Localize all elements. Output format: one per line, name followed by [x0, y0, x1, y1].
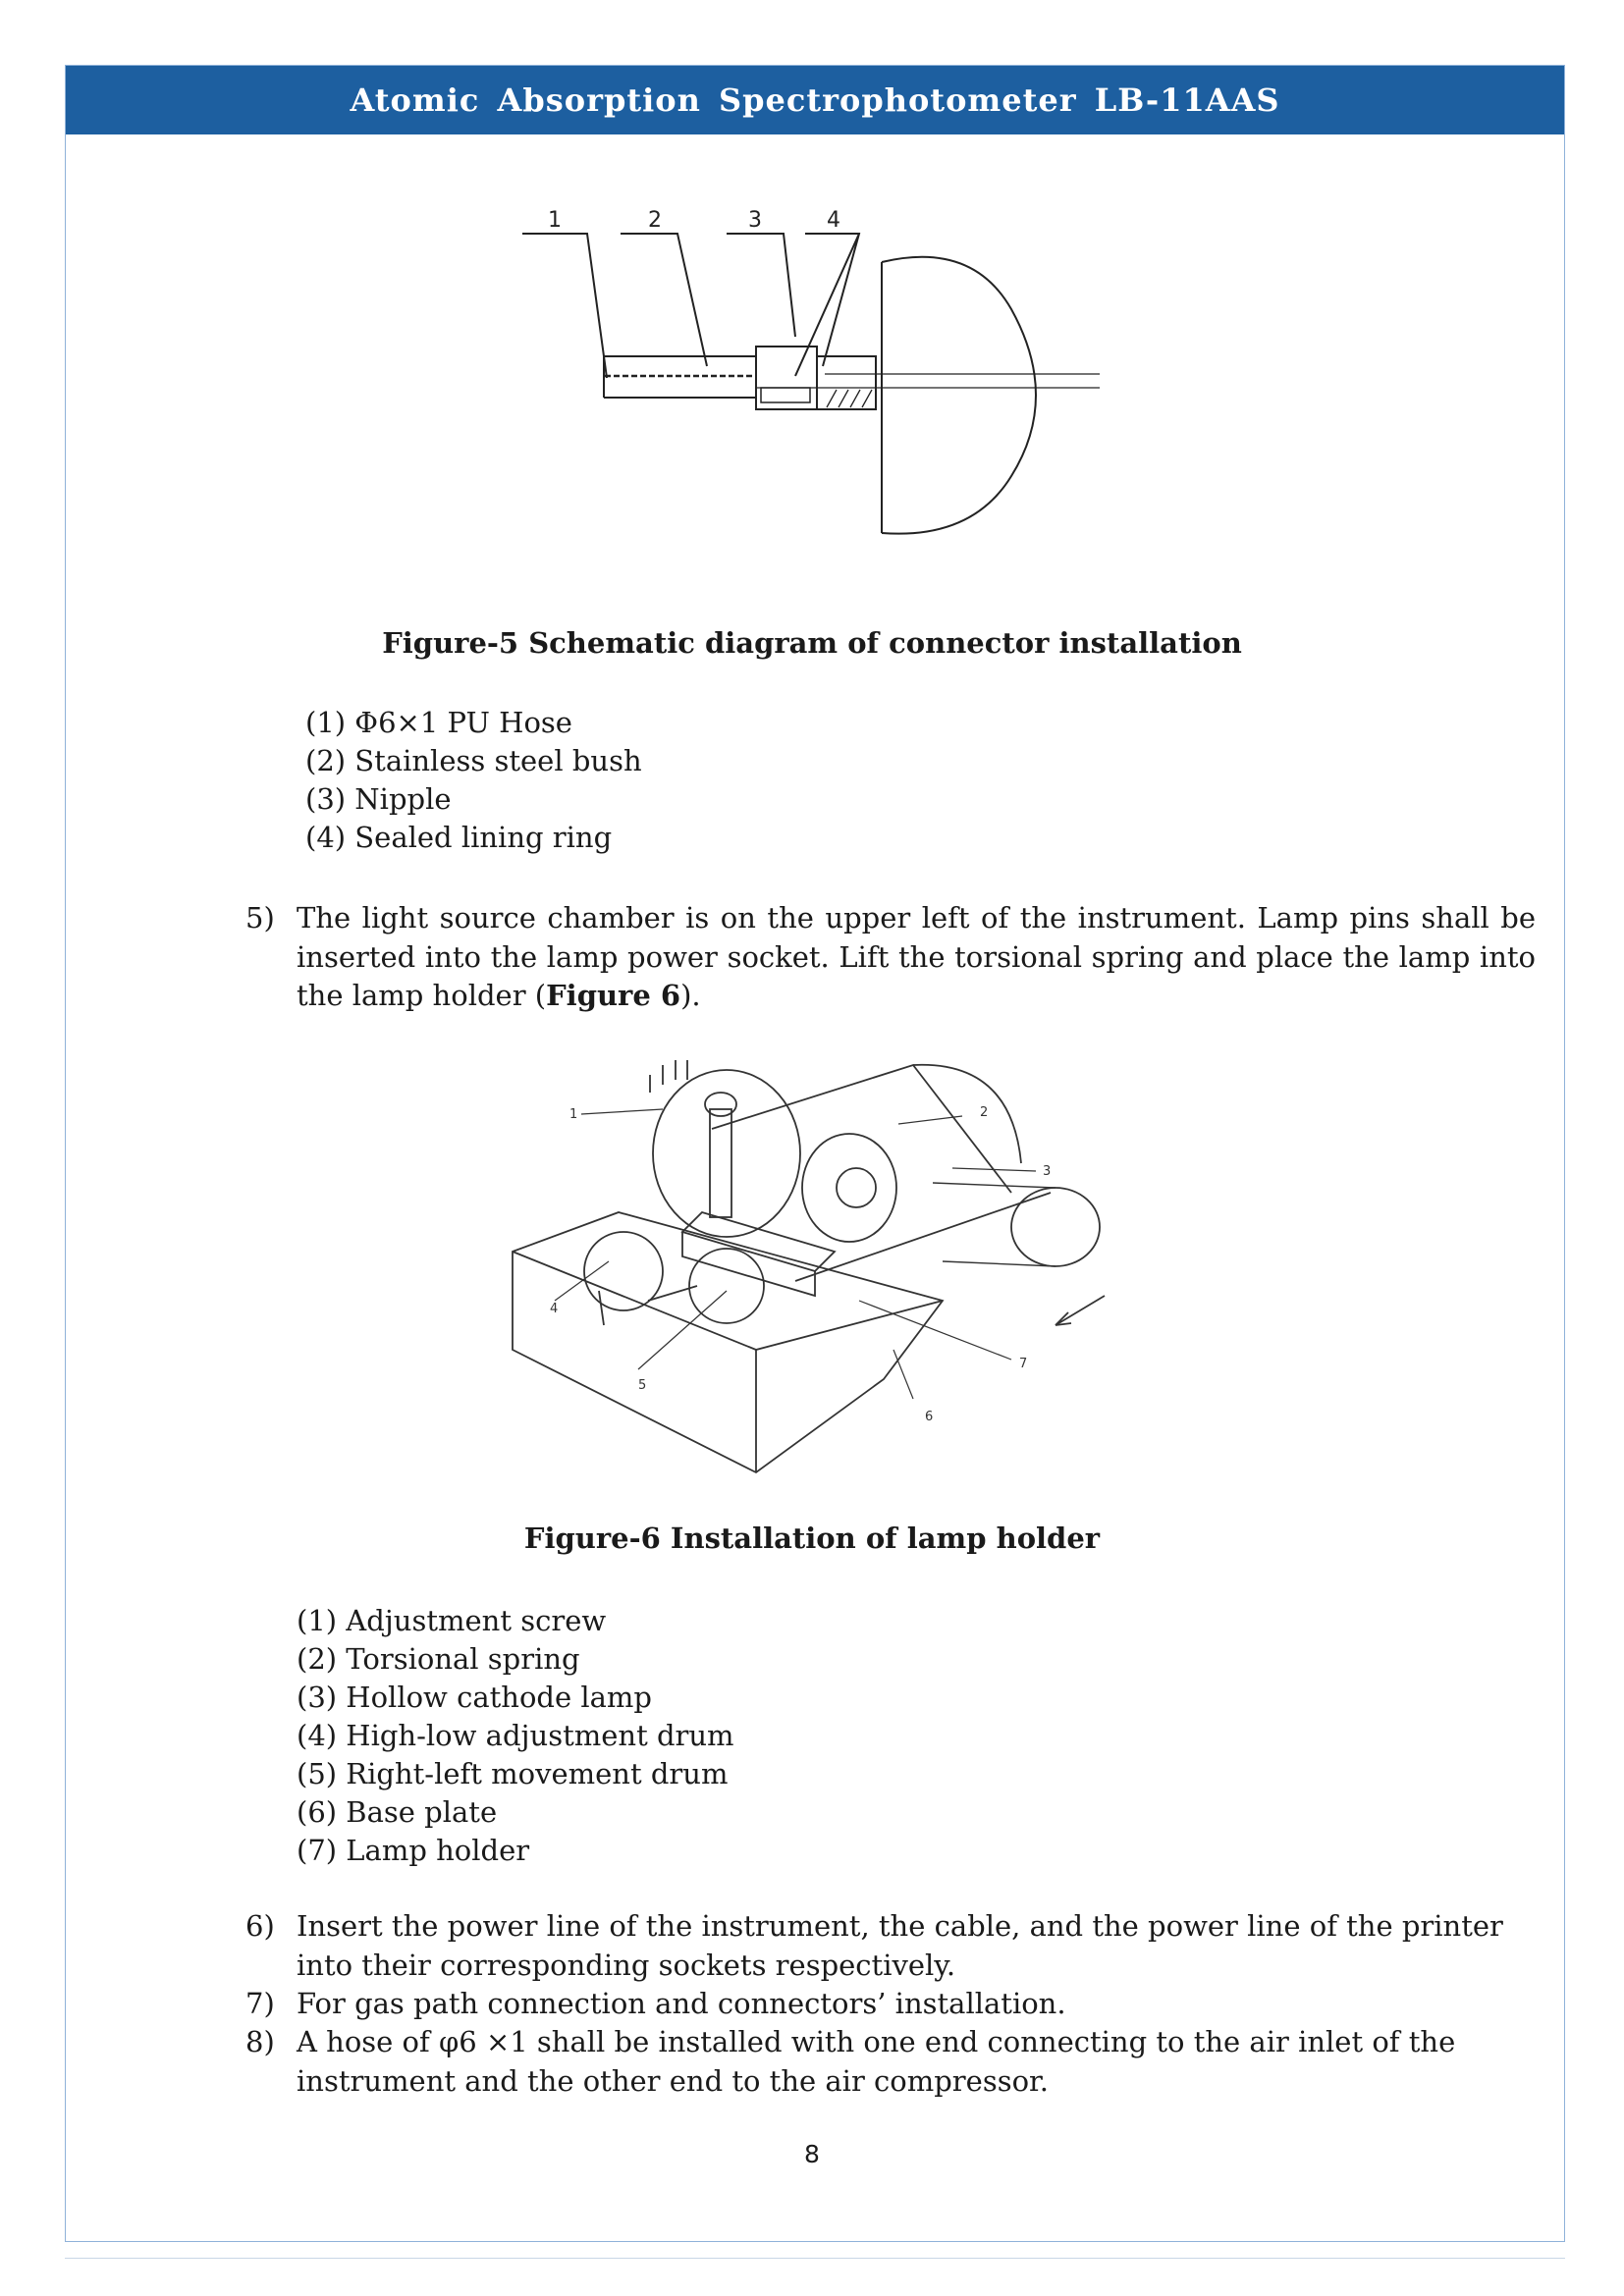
list-item: (5) Right-left movement drum	[297, 1757, 729, 1790]
step-text: A hose of φ6 ×1 shall be installed with one end connecting to the air inlet of the instrument and the other end to the air compressor.	[297, 2025, 1456, 2098]
document-header: Atomic Absorption Spectrophotometer LB-11AAS	[66, 66, 1564, 134]
fig6-label-7: 7	[1019, 1357, 1028, 1371]
figure-6-parts-list	[297, 1602, 734, 1870]
fig5-label-3: 3	[748, 208, 762, 233]
list-item: (4) High-low adjustment drum	[297, 1719, 734, 1752]
fig6-label-5: 5	[638, 1378, 647, 1393]
fig6-label-3: 3	[1043, 1164, 1052, 1179]
figure-6-lamp-holder-illustration	[501, 1055, 1129, 1492]
figure-6-caption: Figure-6 Installation of lamp holder	[523, 1522, 1101, 1555]
list-item: (2) Torsional spring	[297, 1642, 580, 1676]
step-text: For gas path connection and connectors’ installation.	[297, 1987, 1066, 2020]
step-6	[245, 1907, 1536, 1985]
figure-5-parts-list	[305, 704, 642, 857]
step-5	[245, 899, 1536, 1016]
list-item: (3) Nipple	[305, 782, 452, 816]
list-item: (1) Φ6×1 PU Hose	[305, 706, 572, 739]
fig5-label-2: 2	[648, 208, 662, 233]
page-number: 8	[804, 2140, 820, 2168]
fig6-label-1: 1	[569, 1107, 578, 1122]
figure-reference: Figure 6	[546, 979, 681, 1012]
step-number: 5)	[245, 901, 275, 934]
list-item: (7) Lamp holder	[297, 1834, 530, 1867]
list-item: (2) Stainless steel bush	[305, 744, 642, 777]
step-text: Insert the power line of the instrument, the cable, and the power line of the printer into their corresponding sockets respectively.	[297, 1909, 1503, 1982]
step-7	[245, 1985, 1536, 2024]
list-item: (3) Hollow cathode lamp	[297, 1681, 652, 1714]
step-number: 8)	[245, 2025, 275, 2058]
step-text: The light source chamber is on the upper left of the instrument. Lamp pins shall be inserted into the lamp power socket. Lift the torsional spring and place the lamp into the lamp holder (Figure 6).	[297, 901, 1536, 1012]
fig6-label-4: 4	[550, 1302, 559, 1316]
list-item: (6) Base plate	[297, 1795, 498, 1829]
fig6-label-6: 6	[925, 1410, 934, 1424]
fig5-label-4: 4	[827, 208, 840, 233]
step-number: 6)	[245, 1909, 275, 1943]
list-item: (1) Adjustment screw	[297, 1604, 607, 1637]
step-8	[245, 2023, 1536, 2101]
figure-5-connector-diagram	[511, 201, 1119, 540]
fig5-label-1: 1	[548, 208, 562, 233]
fig6-label-2: 2	[980, 1105, 989, 1120]
bottom-rule	[65, 2258, 1565, 2259]
list-item: (4) Sealed lining ring	[305, 821, 613, 854]
figure-5-caption: Figure-5 Schematic diagram of connector installation	[382, 626, 1242, 660]
step-number: 7)	[245, 1987, 275, 2020]
